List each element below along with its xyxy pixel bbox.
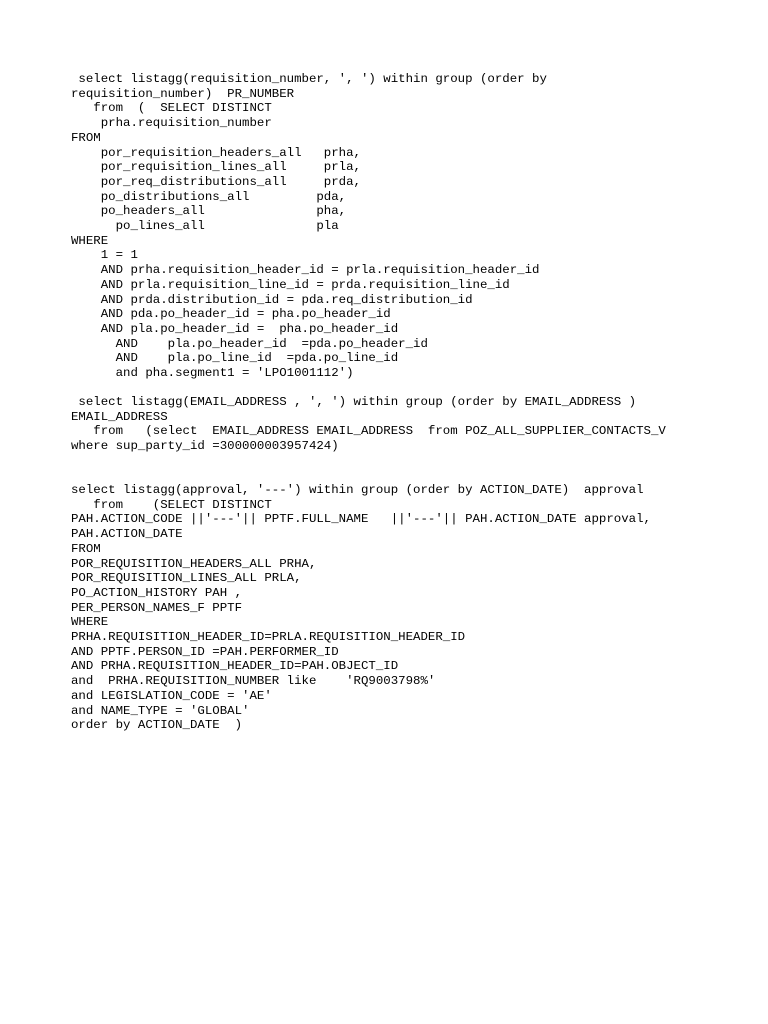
code-line: AND pla.po_header_id = pha.po_header_id xyxy=(71,321,399,336)
sql-query-email-address xyxy=(71,395,666,454)
code-line: EMAIL_ADDRESS xyxy=(71,409,168,424)
code-line: prha.requisition_number xyxy=(71,116,272,131)
code-line: por_requisition_headers_all prha, xyxy=(71,145,361,160)
code-line: from ( SELECT DISTINCT xyxy=(71,101,272,116)
code-line: AND prla.requisition_line_id = prda.requisition_line_id xyxy=(71,277,510,292)
code-line: po_distributions_all pda, xyxy=(71,189,347,204)
code-line: 1 = 1 xyxy=(71,248,138,263)
code-line: from (select EMAIL_ADDRESS EMAIL_ADDRESS from POZ_ALL_SUPPLIER_CONTACTS_V xyxy=(71,424,666,439)
code-line: WHERE xyxy=(71,233,109,248)
code-line: and LEGISLATION_CODE = 'AE' xyxy=(71,688,272,703)
code-line: where sup_party_id =300000003957424) xyxy=(71,439,339,454)
code-line: FROM xyxy=(71,130,101,145)
code-line: and NAME_TYPE = 'GLOBAL' xyxy=(71,703,250,718)
code-line: AND PPTF.PERSON_ID =PAH.PERFORMER_ID xyxy=(71,644,339,659)
code-line: po_lines_all pla xyxy=(71,219,339,234)
code-line: AND PRHA.REQUISITION_HEADER_ID=PAH.OBJECT_ID xyxy=(71,659,399,674)
code-line: AND pla.po_header_id =pda.po_header_id xyxy=(71,336,428,351)
code-line: and PRHA.REQUISITION_NUMBER like 'RQ9003798%' xyxy=(71,674,436,689)
code-line: PAH.ACTION_CODE ||'---'|| PPTF.FULL_NAME ||'---'|| PAH.ACTION_DATE approval, xyxy=(71,512,651,527)
code-line: por_req_distributions_all prda, xyxy=(71,174,361,189)
code-line: po_headers_all pha, xyxy=(71,204,347,219)
code-line: order by ACTION_DATE ) xyxy=(71,718,243,733)
code-line: PER_PERSON_NAMES_F PPTF xyxy=(71,600,243,615)
code-line: por_requisition_lines_all prla, xyxy=(71,160,361,175)
code-line: PO_ACTION_HISTORY PAH , xyxy=(71,585,243,600)
code-line: POR_REQUISITION_LINES_ALL PRLA, xyxy=(71,571,302,586)
code-line: PRHA.REQUISITION_HEADER_ID=PRLA.REQUISITION_HEADER_ID xyxy=(71,630,466,645)
sql-query-requisition-numbers xyxy=(71,72,547,381)
code-line: AND pla.po_line_id =pda.po_line_id xyxy=(71,351,399,366)
code-line: AND prda.distribution_id = pda.req_distribution_id xyxy=(71,292,473,307)
code-line: AND pda.po_header_id = pha.po_header_id xyxy=(71,307,391,322)
code-line: and pha.segment1 = 'LPO1001112') xyxy=(71,366,354,381)
sql-query-approval-history xyxy=(71,483,651,733)
code-line: FROM xyxy=(71,541,101,556)
code-line: AND prha.requisition_header_id = prla.requisition_header_id xyxy=(71,263,540,278)
code-line: requisition_number) PR_NUMBER xyxy=(71,86,295,101)
code-line: select listagg(requisition_number, ', ') within group (order by xyxy=(71,72,547,86)
code-line: WHERE xyxy=(71,615,109,630)
code-line: from (SELECT DISTINCT xyxy=(71,497,272,512)
code-line: POR_REQUISITION_HEADERS_ALL PRHA, xyxy=(71,556,317,571)
code-line: select listagg(EMAIL_ADDRESS , ', ') within group (order by EMAIL_ADDRESS ) xyxy=(71,395,637,409)
code-line: select listagg(approval, '---') within group (order by ACTION_DATE) approval xyxy=(71,483,644,497)
code-line: PAH.ACTION_DATE xyxy=(71,527,183,542)
